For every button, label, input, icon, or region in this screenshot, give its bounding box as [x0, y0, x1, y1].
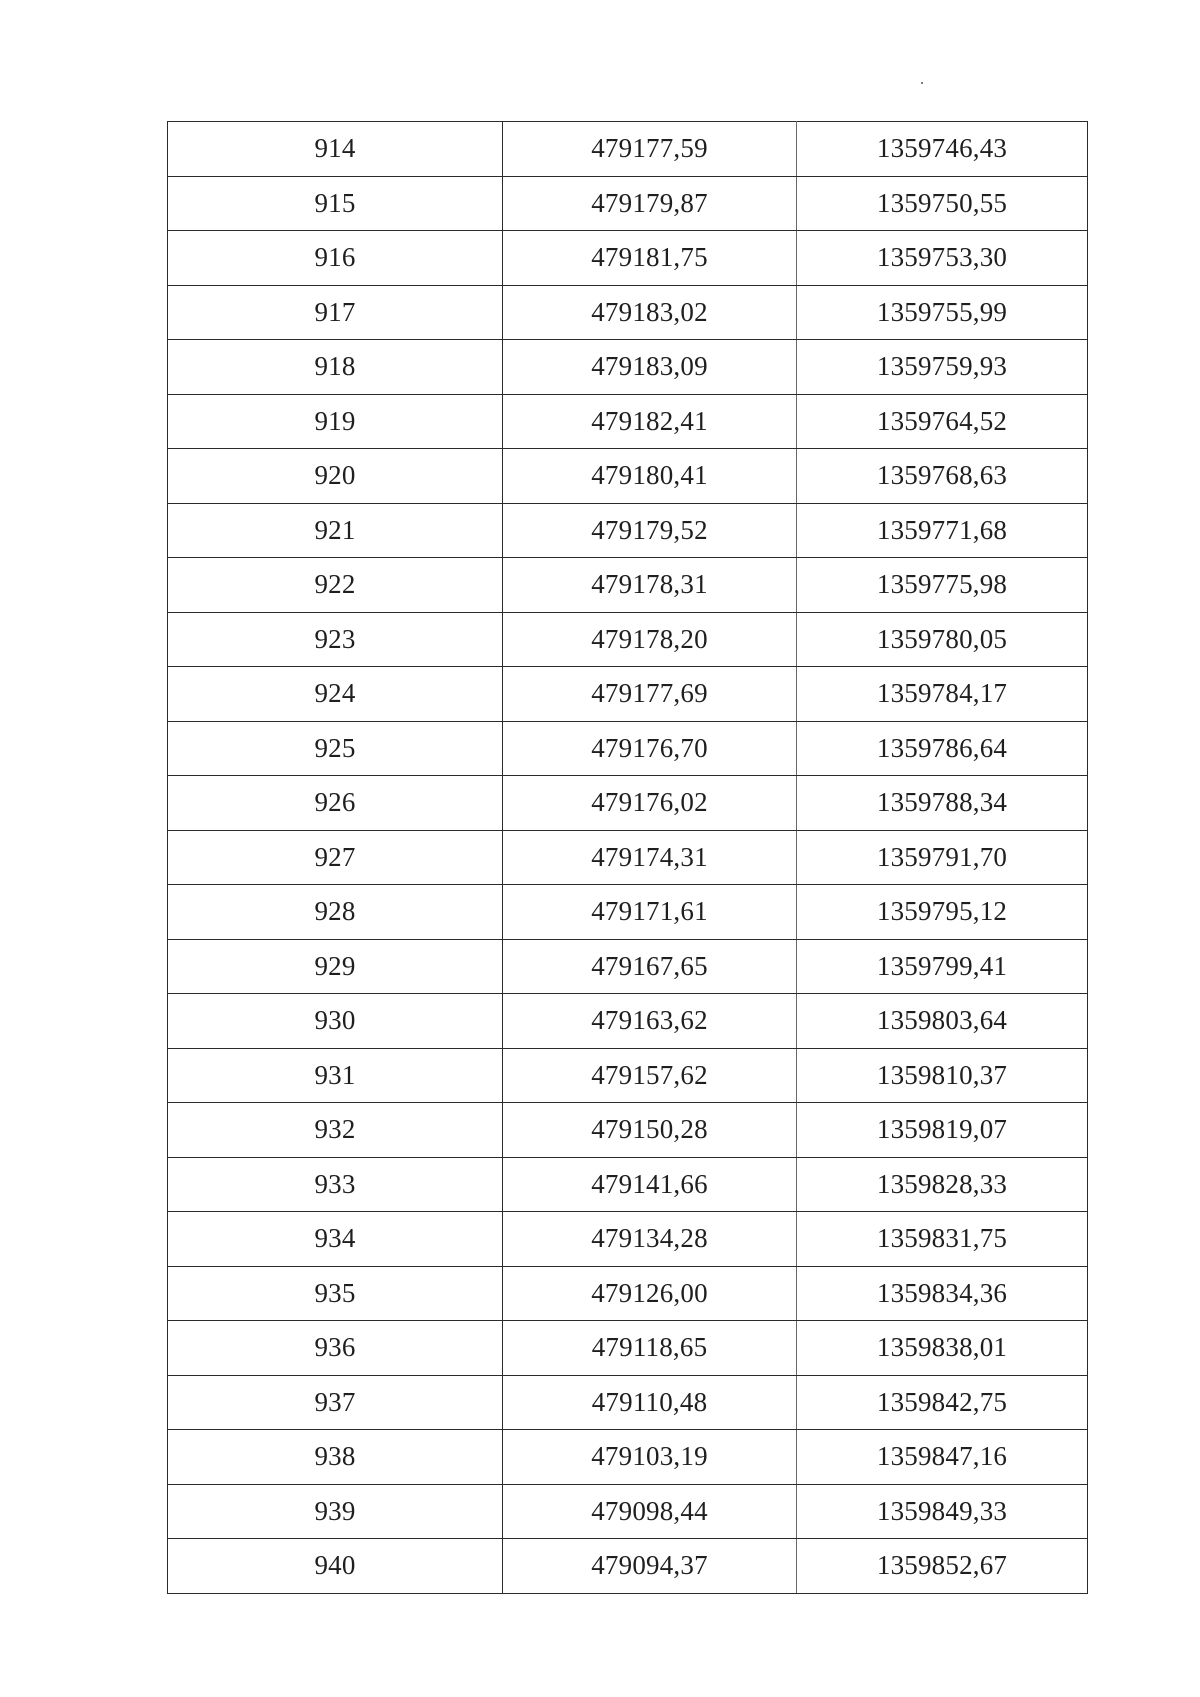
y-coordinate-cell: 1359788,34 — [797, 776, 1088, 831]
table-row — [168, 667, 1088, 722]
table-row — [168, 1103, 1088, 1158]
y-coordinate-cell: 1359753,30 — [797, 231, 1088, 286]
table-row — [168, 231, 1088, 286]
y-coordinate-cell: 1359771,68 — [797, 503, 1088, 558]
table-row — [168, 1430, 1088, 1485]
y-coordinate-cell: 1359847,16 — [797, 1430, 1088, 1485]
point-number-cell: 927 — [168, 830, 503, 885]
point-number-cell: 922 — [168, 558, 503, 613]
x-coordinate-cell: 479110,48 — [503, 1375, 797, 1430]
point-number-cell: 928 — [168, 885, 503, 940]
table-row — [168, 122, 1088, 177]
point-number-cell: 925 — [168, 721, 503, 776]
y-coordinate-cell: 1359764,52 — [797, 394, 1088, 449]
point-number-cell: 935 — [168, 1266, 503, 1321]
x-coordinate-cell: 479098,44 — [503, 1484, 797, 1539]
point-number-cell: 934 — [168, 1212, 503, 1267]
table-row — [168, 1157, 1088, 1212]
x-coordinate-cell: 479179,87 — [503, 176, 797, 231]
y-coordinate-cell: 1359842,75 — [797, 1375, 1088, 1430]
x-coordinate-cell: 479180,41 — [503, 449, 797, 504]
table-row — [168, 1212, 1088, 1267]
point-number-cell: 919 — [168, 394, 503, 449]
point-number-cell: 938 — [168, 1430, 503, 1485]
table-row — [168, 285, 1088, 340]
y-coordinate-cell: 1359750,55 — [797, 176, 1088, 231]
point-number-cell: 937 — [168, 1375, 503, 1430]
table-row — [168, 1266, 1088, 1321]
y-coordinate-cell: 1359831,75 — [797, 1212, 1088, 1267]
x-coordinate-cell: 479174,31 — [503, 830, 797, 885]
point-number-cell: 931 — [168, 1048, 503, 1103]
table-row — [168, 721, 1088, 776]
x-coordinate-cell: 479179,52 — [503, 503, 797, 558]
table-row — [168, 1375, 1088, 1430]
point-number-cell: 916 — [168, 231, 503, 286]
x-coordinate-cell: 479177,59 — [503, 122, 797, 177]
coordinates-table — [167, 121, 1088, 1594]
x-coordinate-cell: 479171,61 — [503, 885, 797, 940]
y-coordinate-cell: 1359775,98 — [797, 558, 1088, 613]
y-coordinate-cell: 1359819,07 — [797, 1103, 1088, 1158]
x-coordinate-cell: 479183,09 — [503, 340, 797, 395]
table-row — [168, 176, 1088, 231]
coordinates-table-body — [168, 122, 1088, 1594]
table-row — [168, 994, 1088, 1049]
table-row — [168, 1484, 1088, 1539]
x-coordinate-cell: 479182,41 — [503, 394, 797, 449]
x-coordinate-cell: 479126,00 — [503, 1266, 797, 1321]
x-coordinate-cell: 479163,62 — [503, 994, 797, 1049]
point-number-cell: 939 — [168, 1484, 503, 1539]
table-row — [168, 1321, 1088, 1376]
y-coordinate-cell: 1359810,37 — [797, 1048, 1088, 1103]
table-row — [168, 776, 1088, 831]
x-coordinate-cell: 479157,62 — [503, 1048, 797, 1103]
point-number-cell: 924 — [168, 667, 503, 722]
x-coordinate-cell: 479103,19 — [503, 1430, 797, 1485]
x-coordinate-cell: 479141,66 — [503, 1157, 797, 1212]
point-number-cell: 926 — [168, 776, 503, 831]
y-coordinate-cell: 1359755,99 — [797, 285, 1088, 340]
table-row — [168, 1048, 1088, 1103]
table-row — [168, 503, 1088, 558]
x-coordinate-cell: 479134,28 — [503, 1212, 797, 1267]
y-coordinate-cell: 1359849,33 — [797, 1484, 1088, 1539]
y-coordinate-cell: 1359768,63 — [797, 449, 1088, 504]
y-coordinate-cell: 1359834,36 — [797, 1266, 1088, 1321]
point-number-cell: 932 — [168, 1103, 503, 1158]
y-coordinate-cell: 1359784,17 — [797, 667, 1088, 722]
point-number-cell: 933 — [168, 1157, 503, 1212]
x-coordinate-cell: 479150,28 — [503, 1103, 797, 1158]
x-coordinate-cell: 479094,37 — [503, 1539, 797, 1594]
y-coordinate-cell: 1359828,33 — [797, 1157, 1088, 1212]
x-coordinate-cell: 479176,02 — [503, 776, 797, 831]
y-coordinate-cell: 1359795,12 — [797, 885, 1088, 940]
x-coordinate-cell: 479118,65 — [503, 1321, 797, 1376]
point-number-cell: 921 — [168, 503, 503, 558]
y-coordinate-cell: 1359786,64 — [797, 721, 1088, 776]
y-coordinate-cell: 1359791,70 — [797, 830, 1088, 885]
x-coordinate-cell: 479178,20 — [503, 612, 797, 667]
x-coordinate-cell: 479167,65 — [503, 939, 797, 994]
y-coordinate-cell: 1359780,05 — [797, 612, 1088, 667]
point-number-cell: 940 — [168, 1539, 503, 1594]
x-coordinate-cell: 479181,75 — [503, 231, 797, 286]
point-number-cell: 930 — [168, 994, 503, 1049]
scan-speck — [921, 82, 923, 84]
point-number-cell: 923 — [168, 612, 503, 667]
table-row — [168, 939, 1088, 994]
x-coordinate-cell: 479183,02 — [503, 285, 797, 340]
table-row — [168, 558, 1088, 613]
point-number-cell: 915 — [168, 176, 503, 231]
table-row — [168, 612, 1088, 667]
x-coordinate-cell: 479178,31 — [503, 558, 797, 613]
y-coordinate-cell: 1359759,93 — [797, 340, 1088, 395]
point-number-cell: 918 — [168, 340, 503, 395]
x-coordinate-cell: 479176,70 — [503, 721, 797, 776]
table-row — [168, 1539, 1088, 1594]
table-row — [168, 340, 1088, 395]
point-number-cell: 917 — [168, 285, 503, 340]
point-number-cell: 929 — [168, 939, 503, 994]
y-coordinate-cell: 1359838,01 — [797, 1321, 1088, 1376]
y-coordinate-cell: 1359746,43 — [797, 122, 1088, 177]
table-row — [168, 830, 1088, 885]
y-coordinate-cell: 1359852,67 — [797, 1539, 1088, 1594]
point-number-cell: 936 — [168, 1321, 503, 1376]
point-number-cell: 914 — [168, 122, 503, 177]
point-number-cell: 920 — [168, 449, 503, 504]
table-row — [168, 885, 1088, 940]
table-row — [168, 449, 1088, 504]
y-coordinate-cell: 1359799,41 — [797, 939, 1088, 994]
y-coordinate-cell: 1359803,64 — [797, 994, 1088, 1049]
x-coordinate-cell: 479177,69 — [503, 667, 797, 722]
table-row — [168, 394, 1088, 449]
